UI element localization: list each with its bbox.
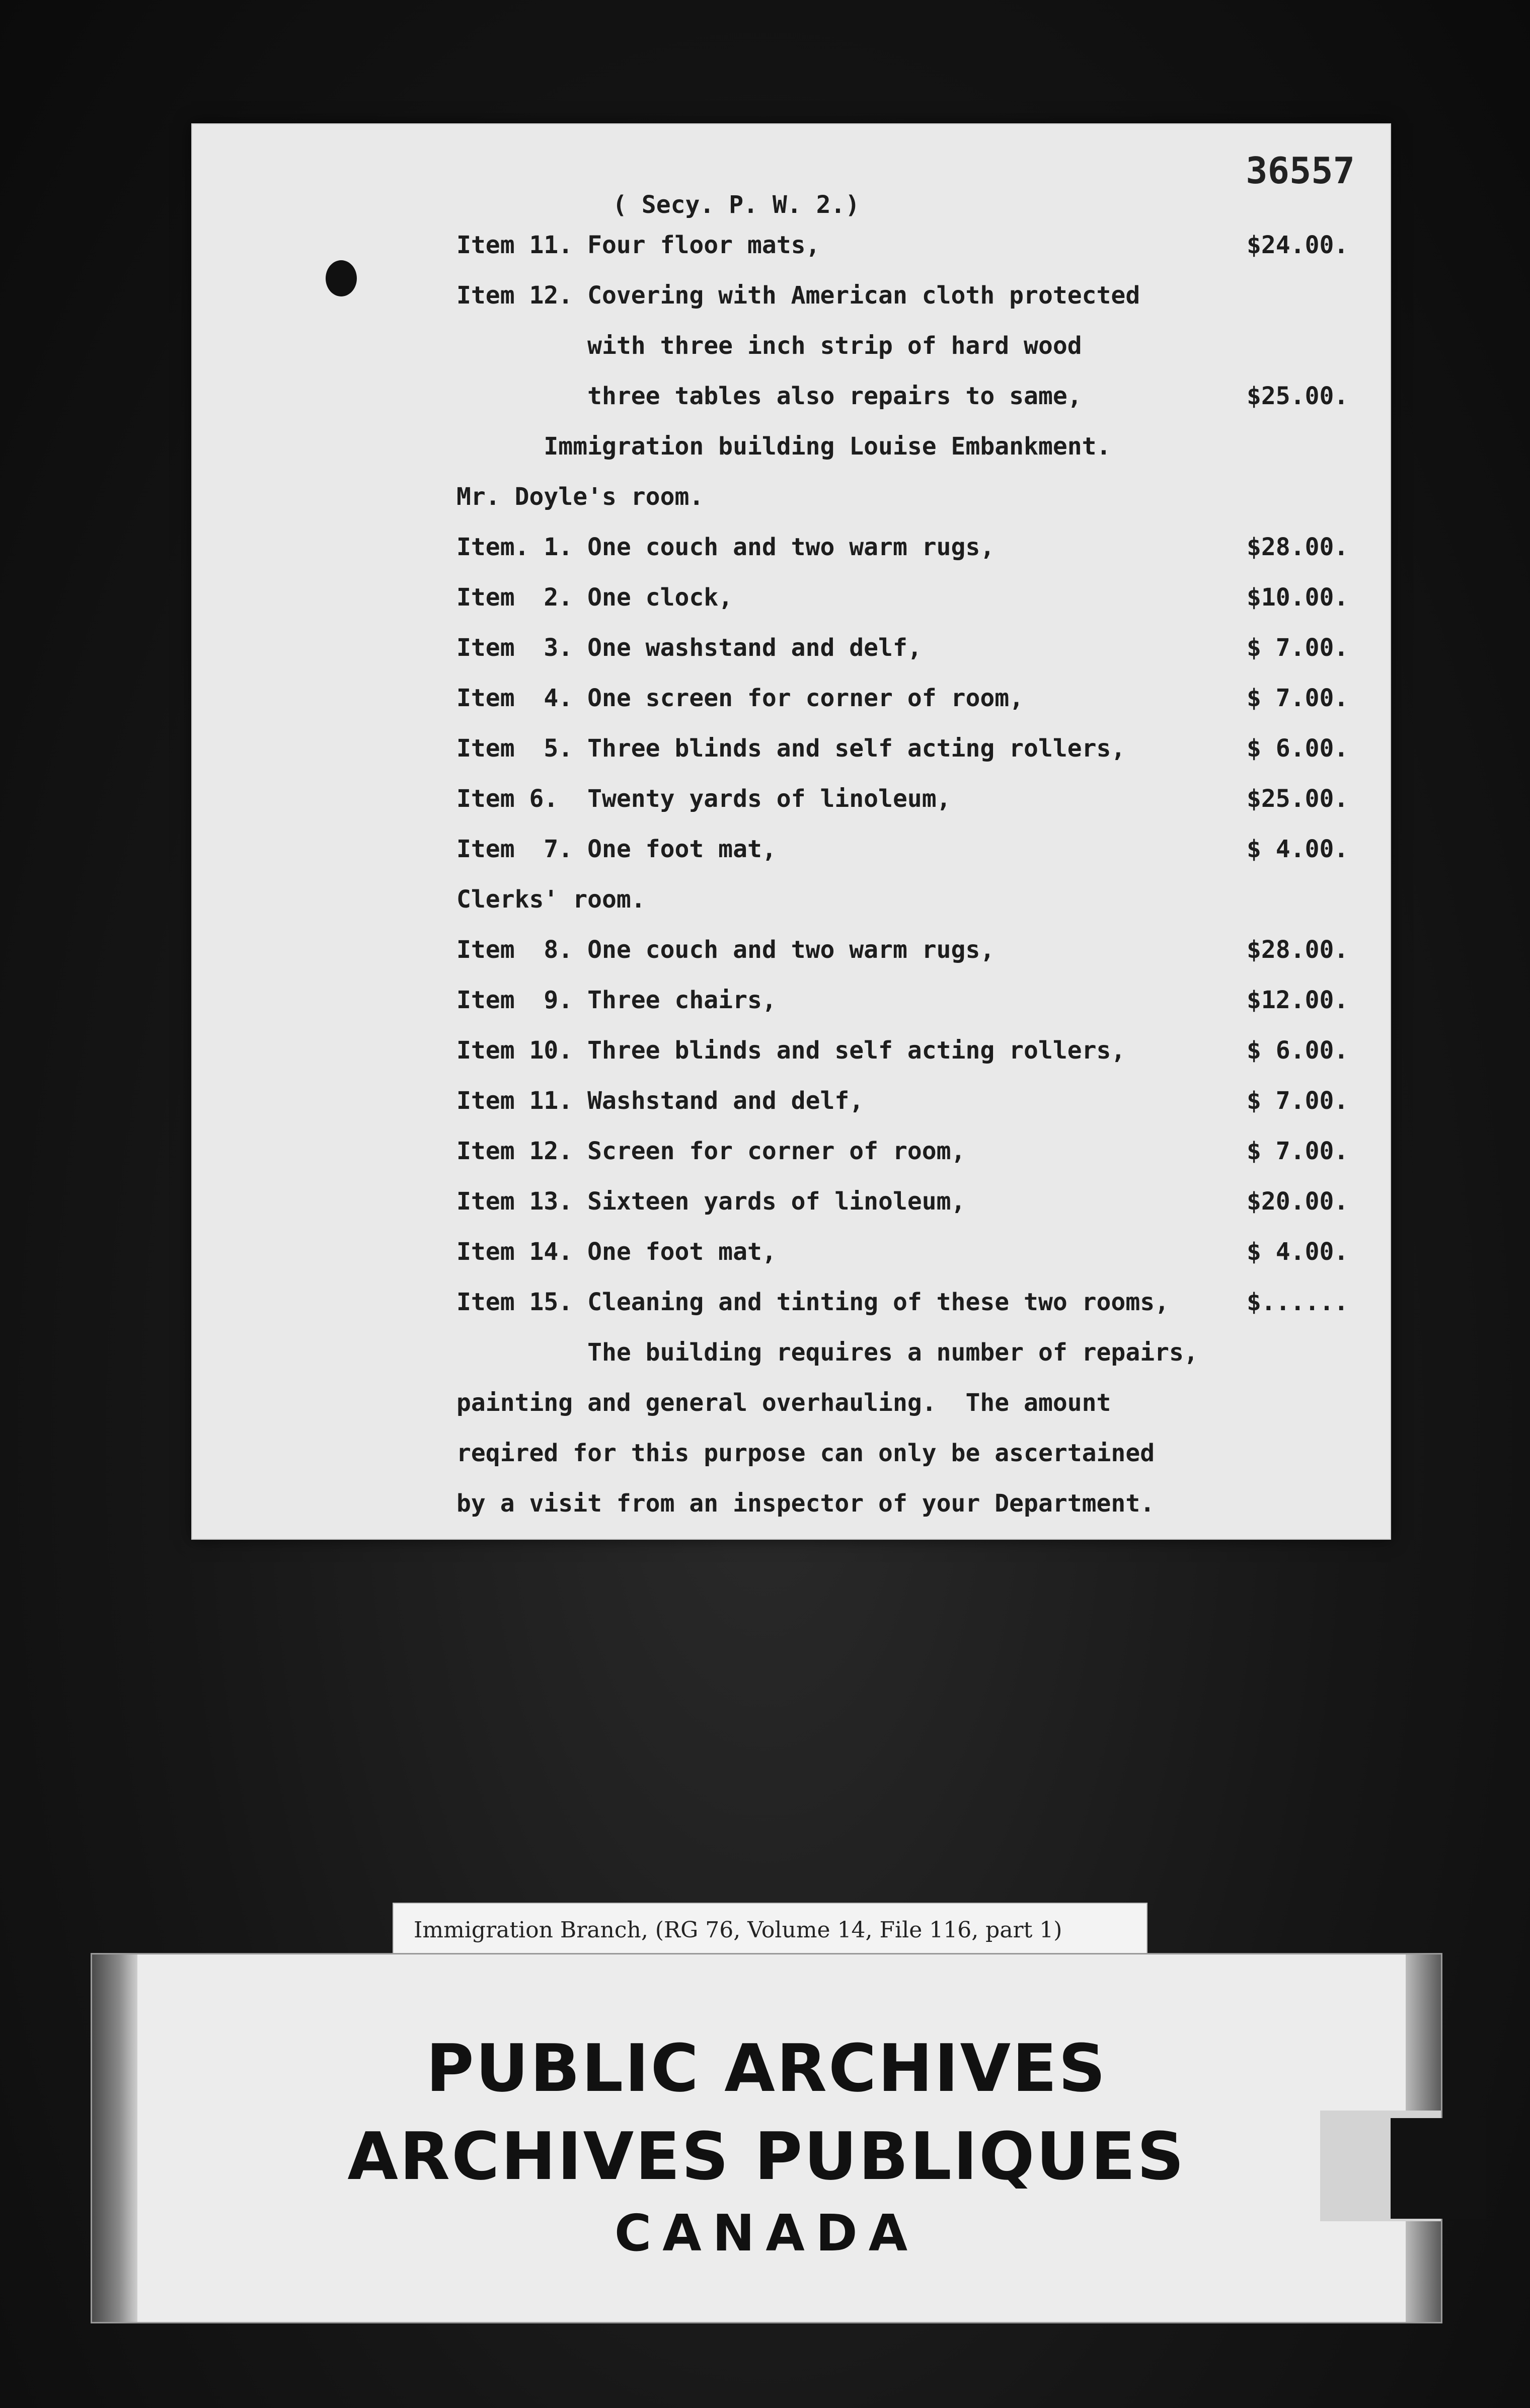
- line-text: Mr. Doyle's room.: [456, 483, 704, 511]
- document-line: [192, 1428, 1390, 1478]
- line-amount: $ 7.00.: [1247, 1087, 1349, 1115]
- document-line: [192, 321, 1390, 371]
- document-line: [192, 572, 1390, 623]
- document-line: [192, 623, 1390, 673]
- line-amount: $12.00.: [1247, 986, 1349, 1014]
- line-text: painting and general overhauling. The amount: [456, 1389, 1111, 1417]
- line-text: three tables also repairs to same,: [456, 382, 1082, 410]
- line-text: Item 12. Covering with American cloth protected: [456, 281, 1140, 310]
- document-line: [192, 673, 1390, 723]
- line-amount: $ 6.00.: [1247, 1036, 1349, 1065]
- stamp-line-english: PUBLIC ARCHIVES: [426, 2030, 1107, 2106]
- line-text: Immigration building Louise Embankment.: [456, 432, 1111, 461]
- document-line: [192, 723, 1390, 774]
- document-line: [192, 824, 1390, 874]
- line-text: Item 5. Three blinds and self acting rollers,: [456, 734, 1126, 763]
- line-text: with three inch strip of hard wood: [456, 332, 1082, 360]
- document-line: [192, 774, 1390, 824]
- line-amount: $25.00.: [1247, 785, 1349, 813]
- line-text: Item 11. Four floor mats,: [456, 231, 820, 259]
- document-line: [192, 874, 1390, 925]
- line-text: The building requires a number of repairs,: [456, 1338, 1198, 1367]
- document-line: [192, 1126, 1390, 1176]
- line-text: Item 10. Three blinds and self acting rollers,: [456, 1036, 1126, 1065]
- line-amount: $ 4.00.: [1247, 835, 1349, 863]
- line-text: Item 12. Screen for corner of room,: [456, 1137, 966, 1165]
- document-line: [192, 522, 1390, 572]
- document-line: [192, 975, 1390, 1025]
- document-line: [192, 1378, 1390, 1428]
- document-line: [192, 1478, 1390, 1529]
- line-amount: $28.00.: [1247, 936, 1349, 964]
- line-amount: $25.00.: [1247, 382, 1349, 410]
- secy-heading: ( Secy. P. W. 2.): [613, 191, 860, 219]
- document-line: [192, 1327, 1390, 1378]
- document-line: [192, 1277, 1390, 1327]
- document-line: [192, 1176, 1390, 1227]
- document-line: [192, 472, 1390, 522]
- line-text: Item 14. One foot mat,: [456, 1238, 777, 1266]
- line-amount: $28.00.: [1247, 533, 1349, 561]
- line-text: Item 13. Sixteen yards of linoleum,: [456, 1187, 966, 1216]
- document-number: 36557: [1246, 149, 1355, 192]
- document-line: [192, 371, 1390, 421]
- line-amount: $ 7.00.: [1247, 634, 1349, 662]
- line-text: Item. 1. One couch and two warm rugs,: [456, 533, 995, 561]
- document-line: [192, 1025, 1390, 1076]
- line-text: Item 4. One screen for corner of room,: [456, 684, 1024, 712]
- document-line: [192, 1227, 1390, 1277]
- line-amount: $ 7.00.: [1247, 684, 1349, 712]
- stamp-line-country: CANADA: [614, 2204, 919, 2263]
- document-line: [192, 1076, 1390, 1126]
- line-amount: $20.00.: [1247, 1187, 1349, 1216]
- line-amount: $24.00.: [1247, 231, 1349, 259]
- typed-document-page: [191, 123, 1391, 1540]
- document-line: [192, 421, 1390, 472]
- line-text: Item 6. Twenty yards of linoleum,: [456, 785, 951, 813]
- line-amount: $ 7.00.: [1247, 1137, 1349, 1165]
- line-text: Item 11. Washstand and delf,: [456, 1087, 864, 1115]
- line-text: Item 15. Cleaning and tinting of these two rooms,: [456, 1288, 1170, 1316]
- line-amount: $......: [1247, 1288, 1349, 1316]
- document-line: [192, 270, 1390, 321]
- line-text: Item 9. Three chairs,: [456, 986, 777, 1014]
- line-amount: $10.00.: [1247, 583, 1349, 612]
- line-amount: $ 4.00.: [1247, 1238, 1349, 1266]
- film-marker-dark: [1391, 2118, 1486, 2219]
- document-line: [192, 220, 1390, 270]
- line-text: Clerks' room.: [456, 885, 646, 914]
- line-text: Item 7. One foot mat,: [456, 835, 777, 863]
- archive-reference-label: Immigration Branch, (RG 76, Volume 14, File 116, part 1): [393, 1903, 1148, 1955]
- document-line: [192, 925, 1390, 975]
- line-text: Item 8. One couch and two warm rugs,: [456, 936, 995, 964]
- line-text: by a visit from an inspector of your Department.: [456, 1489, 1155, 1518]
- archives-stamp: [91, 1953, 1442, 2323]
- stamp-line-french: ARCHIVES PUBLIQUES: [347, 2118, 1186, 2195]
- line-amount: $ 6.00.: [1247, 734, 1349, 763]
- line-text: Item 2. One clock,: [456, 583, 733, 612]
- line-text: reqired for this purpose can only be ascertained: [456, 1439, 1155, 1467]
- line-text: Item 3. One washstand and delf,: [456, 634, 922, 662]
